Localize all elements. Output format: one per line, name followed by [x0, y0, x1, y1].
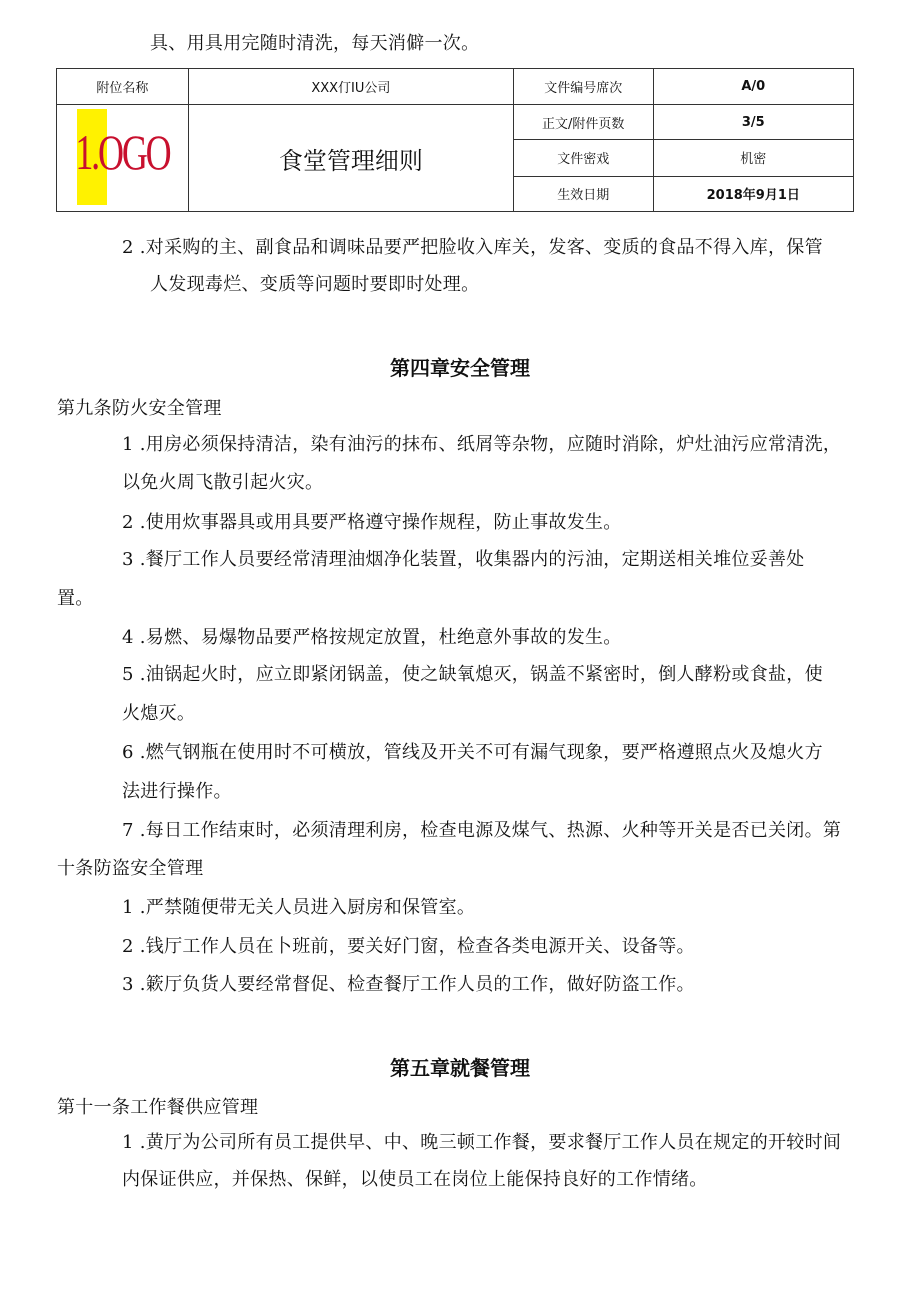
chapter-4-heading: 第四章安全管理 [390, 356, 530, 380]
fire-item-2: 2 .使用炊事器具或用具要严格遵守操作规程，防止事故发生。 [122, 512, 622, 533]
fire-item-1-line-1: 1 .用房必须保持清洁，染有油污的抹布、纸屑等杂物，应随时消除，炉灶油污应常清洗， [122, 434, 842, 455]
pages-label: 正文/附件页数 [513, 105, 653, 140]
fire-item-4: 4 .易燃、易爆物品要严格按规定放置，杜绝意外事故的发生。 [122, 627, 622, 648]
fire-item-3-line-2: 置。 [57, 588, 94, 609]
doc-no-value: A/0 [653, 69, 854, 105]
fire-item-5-line-2: 火熄灭。 [122, 703, 196, 724]
fire-item-6-line-2: 法进行操作。 [122, 781, 232, 802]
secret-value: 机密 [653, 140, 854, 176]
fire-item-6-line-1: 6 .燃气钢瓶在使用时不可横放，管线及开关不可有漏气现象，要严格遵照点火及熄火方 [122, 742, 823, 763]
company-logo: 1.OGO [75, 124, 170, 180]
secret-label: 文件密戏 [513, 140, 653, 176]
intro-line: 具、用具用完随时清洗，每天消僻一次。 [150, 33, 480, 54]
fire-item-7-line-1: 7 .每日工作结束时，必须清理利房，检查电源及煤气、热源、火种等开关是否已关闭。第 [122, 820, 842, 841]
theft-item-3: 3 .簌厅负货人要经常督促、检查餐厅工作人员的工作，做好防盗工作。 [122, 974, 695, 995]
article-9-title: 第九条防火安全管理 [57, 398, 222, 419]
pages-value: 3/5 [653, 105, 854, 140]
theft-item-1: 1 .严禁随便带无关人员进入厨房和保管室。 [122, 897, 476, 918]
company-name: XXX仃IU公司 [188, 69, 513, 105]
meal-item-1-line-2: 内保证供应，并保热、保鲜，以使员工在岗位上能保持良好的工作情绪。 [122, 1169, 708, 1190]
doc-no-label: 文件编号席次 [513, 69, 653, 105]
article-11-title: 第十一条工作餐供应管理 [57, 1097, 259, 1118]
fire-item-5-line-1: 5 .油锅起火时，应立即紧闭锅盖，使之缺氧熄灭，锅盖不紧密时，倒人酵粉或食盐，使 [122, 664, 823, 685]
chapter-5-heading: 第五章就餐管理 [390, 1056, 530, 1080]
unit-label: 附位名称 [57, 69, 189, 105]
date-value: 2018年9月1日 [653, 176, 854, 211]
meal-item-1-line-1: 1 .黄厅为公司所有员工提供早、中、晚三顿工作餐，要求餐厅工作人员在规定的开较时间 [122, 1132, 842, 1153]
article-10-title: 十条防盗安全管理 [57, 858, 204, 879]
date-label: 生效日期 [513, 176, 653, 211]
logo-cell [57, 105, 189, 212]
paragraph-2-line-1: 2 .对采购的主、副食品和调味品要严把脸收入库关，发客、变质的食品不得入库，保管 [122, 237, 823, 258]
document-header-table [56, 68, 854, 212]
theft-item-2: 2 .钱厅工作人员在卜班前，要关好门窗，检查各类电源开关、设备等。 [122, 936, 695, 957]
fire-item-1-line-2: 以免火周飞散引起火灾。 [122, 472, 324, 493]
fire-item-3-line-1: 3 .餐厅工作人员要经常清理油烟净化装置，收集器内的污油，定期送相关堆位妥善处 [122, 549, 805, 570]
paragraph-2-line-2: 人发现毒烂、变质等问题时要即时处理。 [150, 274, 480, 295]
document-title: 食堂管理细则 [188, 105, 513, 212]
